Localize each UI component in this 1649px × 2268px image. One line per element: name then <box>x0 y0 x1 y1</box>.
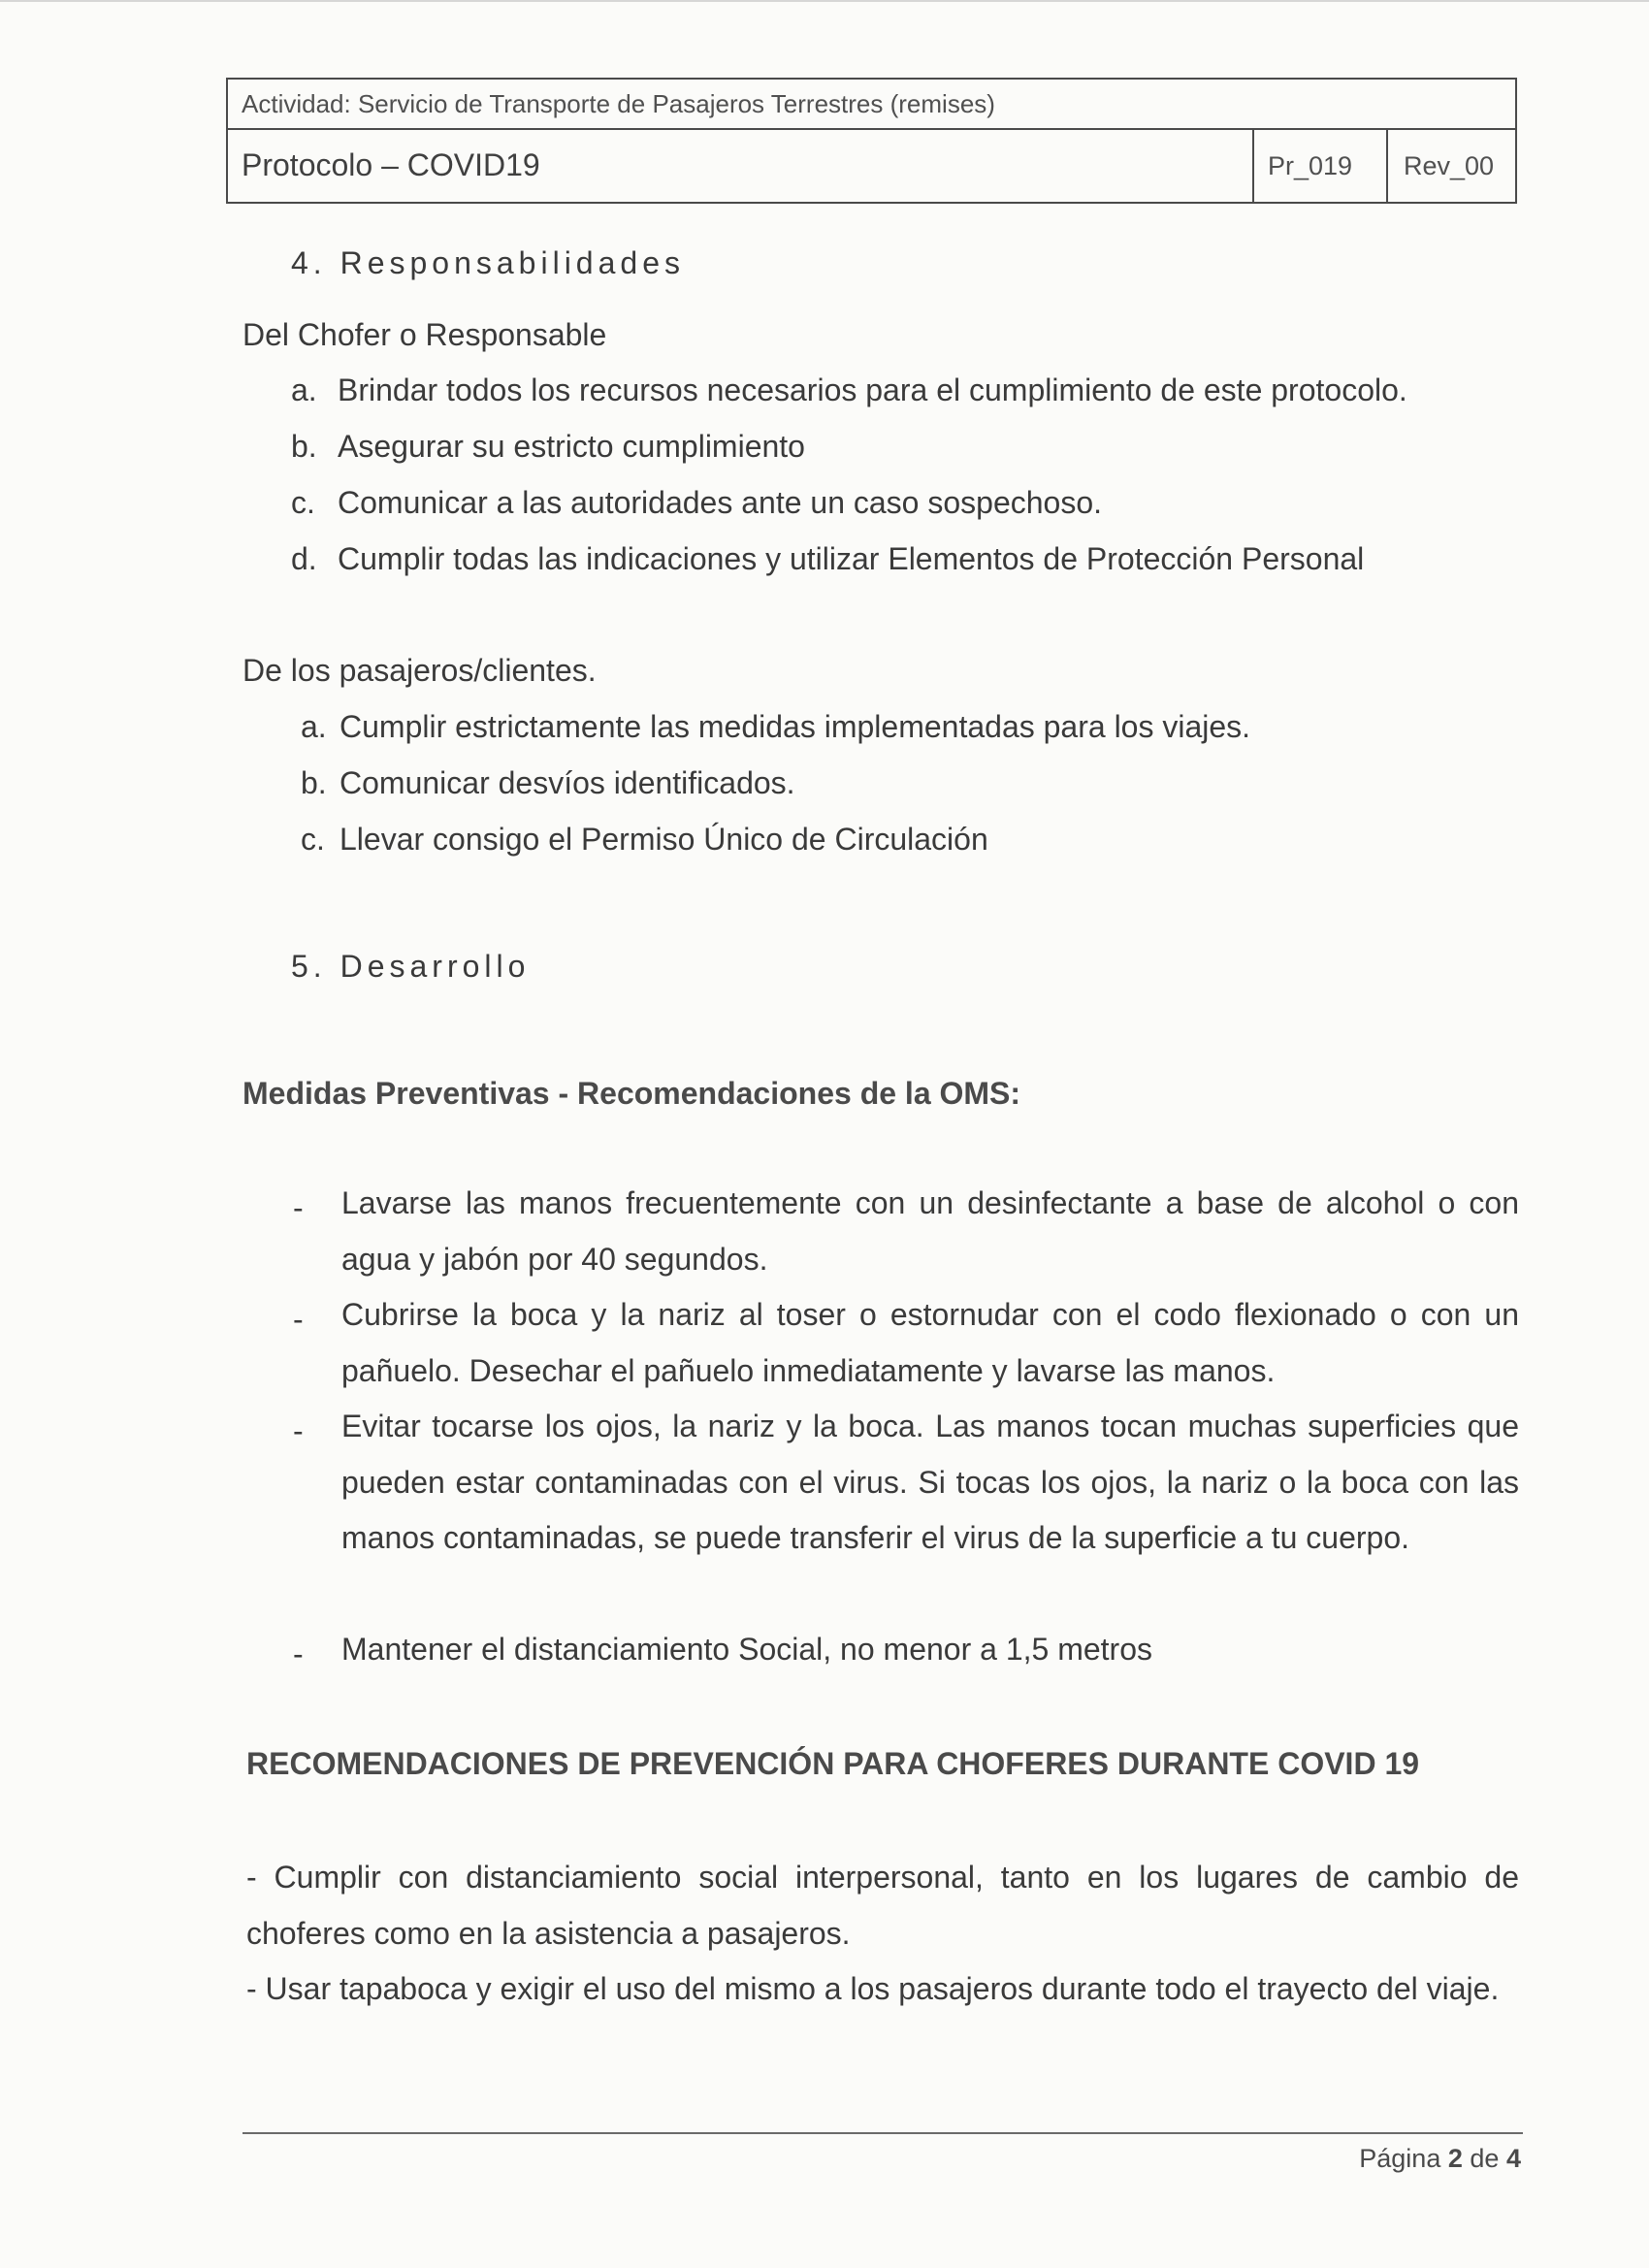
header-activity: Actividad: Servicio de Transporte de Pasajeros Terrestres (remises) <box>242 89 995 118</box>
chofer-item: Comunicar a las autoridades ante un caso sospechoso. <box>338 485 1103 520</box>
document-header-table <box>226 78 1517 204</box>
pasajeros-item-marker: a. <box>301 709 327 744</box>
chofer-item-marker: b. <box>291 429 317 464</box>
oms-title: Medidas Preventivas - Recomendaciones de la OMS: <box>242 1076 1021 1111</box>
choferes-item: - Cumplir con distanciamiento social interpersonal, tanto en los lugares de cambio de choferes como en la asistencia a pasajeros. <box>246 1860 1519 1951</box>
pasajeros-item: Llevar consigo el Permiso Único de Circulación <box>340 822 988 857</box>
header-code: Pr_019 <box>1268 151 1353 180</box>
page-total: 4 <box>1505 2144 1521 2173</box>
chofer-item: Cumplir todas las indicaciones y utilizar Elementos de Protección Personal <box>338 541 1365 576</box>
page-of-label: de <box>1470 2144 1500 2173</box>
oms-item: Lavarse las manos frecuentemente con un desinfectante a base de alcohol o con agua y jabón por 40 segundos. <box>341 1185 1519 1277</box>
oms-item-marker: - <box>293 1636 304 1671</box>
pasajeros-title: De los pasajeros/clientes. <box>242 653 597 688</box>
chofer-title: Del Chofer o Responsable <box>242 317 607 352</box>
pasajeros-item: Comunicar desvíos identificados. <box>340 765 795 800</box>
page-indicator <box>1359 2144 1521 2174</box>
header-title: Protocolo – COVID19 <box>242 147 540 182</box>
oms-item: Mantener el distanciamiento Social, no menor a 1,5 metros <box>341 1632 1152 1667</box>
page-label: Página <box>1359 2144 1441 2173</box>
oms-item: Cubrirse la boca y la nariz al toser o estornudar con el codo flexionado o con un pañuelo. Desechar el pañuelo inmediatamente y lavarse las manos. <box>341 1297 1519 1388</box>
pasajeros-item-marker: b. <box>301 765 327 800</box>
chofer-item-marker: a. <box>291 373 317 407</box>
section-4-heading: 4. Responsabilidades <box>291 245 685 280</box>
footer-divider <box>242 2132 1523 2134</box>
header-code-cell <box>1252 130 1386 204</box>
header-activity-row <box>228 80 1515 130</box>
oms-item-marker: - <box>293 1413 304 1448</box>
oms-item-marker: - <box>293 1190 304 1225</box>
oms-item: Evitar tocarse los ojos, la nariz y la boca. Las manos tocan muchas superficies que pueden estar contaminadas con el virus. Si tocas los ojos, la nariz o la boca con las manos contaminadas, se puede transferir el virus de la superficie a tu cuerpo. <box>341 1409 1519 1555</box>
oms-item-marker: - <box>293 1302 304 1337</box>
chofer-item-marker: d. <box>291 541 317 576</box>
chofer-item: Asegurar su estricto cumplimiento <box>338 429 805 464</box>
chofer-item: Brindar todos los recursos necesarios para el cumplimiento de este protocolo. <box>338 373 1407 407</box>
chofer-item-marker: c. <box>291 485 315 520</box>
pasajeros-item: Cumplir estrictamente las medidas implementadas para los viajes. <box>340 709 1251 744</box>
section-5-heading: 5. Desarrollo <box>291 949 531 984</box>
choferes-item: - Usar tapaboca y exigir el uso del mismo a los pasajeros durante todo el trayecto del viaje. <box>246 1971 1500 2006</box>
header-title-row <box>228 130 1515 204</box>
scan-edge-line <box>0 0 1649 2</box>
header-revision: Rev_00 <box>1404 151 1495 180</box>
header-revision-cell <box>1386 130 1517 204</box>
page-number: 2 <box>1447 2144 1463 2173</box>
pasajeros-item-marker: c. <box>301 822 325 857</box>
choferes-title: RECOMENDACIONES DE PREVENCIÓN PARA CHOFERES DURANTE COVID 19 <box>246 1746 1420 1781</box>
